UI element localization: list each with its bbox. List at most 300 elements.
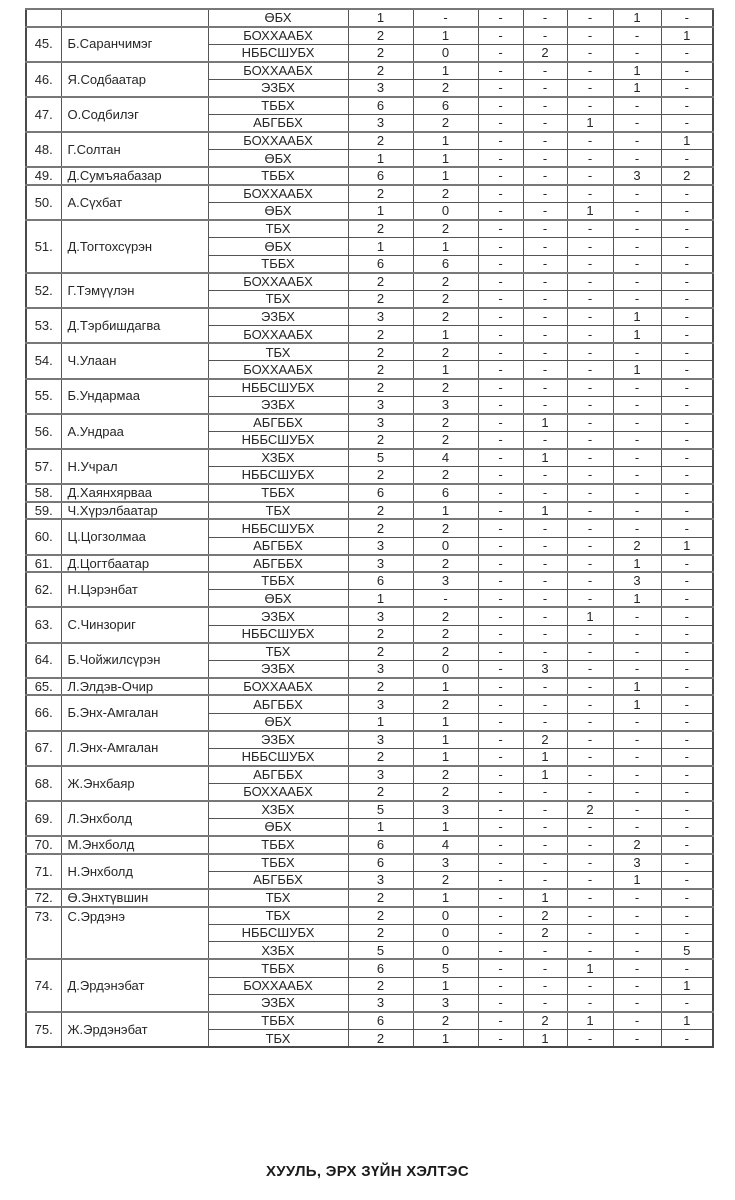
count-value-cell: - [478,977,523,995]
committee-code-cell: ЭЗБХ [208,731,348,749]
count-value-cell: - [567,449,613,467]
count-value-cell: 1 [661,27,713,45]
person-name-cell: Н.Учрал [61,449,208,484]
count-value-cell: 1 [413,150,478,168]
count-value-cell: 1 [613,590,661,608]
count-value-cell: - [661,502,713,520]
committee-code-cell: ХЗБХ [208,449,348,467]
count-value-cell: - [613,977,661,995]
count-value-cell: - [478,185,523,203]
count-value-cell: 2 [348,326,413,344]
count-value-cell: - [661,484,713,502]
committee-code-cell: БОХХААБХ [208,361,348,379]
committee-code-cell: ТБХ [208,907,348,925]
count-value-cell: 6 [413,97,478,115]
count-value-cell: - [613,519,661,537]
committee-code-cell: АБГББХ [208,537,348,555]
count-value-cell: - [523,150,567,168]
count-value-cell: - [661,9,713,27]
count-value-cell: 6 [413,255,478,273]
person-name-cell: С.Чинзориг [61,607,208,642]
count-value-cell: - [413,590,478,608]
count-value-cell: 1 [523,889,567,907]
count-value-cell: - [567,748,613,766]
count-value-cell: - [661,555,713,573]
count-value-cell: - [661,467,713,485]
count-value-cell: 1 [413,502,478,520]
person-name-cell: Б.Чойжилсүрэн [61,643,208,678]
count-value-cell: 3 [348,308,413,326]
count-value-cell: 1 [613,555,661,573]
row-number-cell: 67. [26,731,61,766]
count-value-cell: - [613,484,661,502]
count-value-cell: 3 [348,115,413,133]
person-name-cell: Б.Энх-Амгалан [61,695,208,730]
count-value-cell: 2 [348,783,413,801]
count-value-cell: - [567,238,613,256]
count-value-cell: - [478,1030,523,1048]
count-value-cell: 3 [413,854,478,872]
count-value-cell: - [478,660,523,678]
count-value-cell: - [567,713,613,731]
count-value-cell: - [661,97,713,115]
count-value-cell: 1 [613,871,661,889]
count-value-cell: - [567,836,613,854]
person-name-cell: Л.Энх-Амгалан [61,731,208,766]
count-value-cell: - [478,942,523,960]
person-name-cell: Ч.Хүрэлбаатар [61,502,208,520]
count-value-cell: - [661,801,713,819]
committee-code-cell: БОХХААБХ [208,783,348,801]
count-value-cell: 1 [523,449,567,467]
table-row [26,9,713,27]
row-number-cell: 53. [26,308,61,343]
count-value-cell: - [661,361,713,379]
count-value-cell: - [523,62,567,80]
count-value-cell: 2 [413,555,478,573]
count-value-cell: - [523,484,567,502]
count-value-cell: - [567,695,613,713]
count-value-cell: - [478,255,523,273]
count-value-cell: - [613,449,661,467]
committee-code-cell: ТББХ [208,959,348,977]
table-row [26,519,713,537]
count-value-cell: - [478,607,523,625]
committee-code-cell: ХЗБХ [208,942,348,960]
count-value-cell: - [567,273,613,291]
count-value-cell: - [613,766,661,784]
committee-code-cell: ӨБХ [208,713,348,731]
table-row [26,449,713,467]
count-value-cell: - [567,519,613,537]
count-value-cell: - [478,431,523,449]
count-value-cell: 6 [413,484,478,502]
row-number-cell: 60. [26,519,61,554]
count-value-cell: 2 [348,379,413,397]
count-value-cell: 5 [413,959,478,977]
count-value-cell: - [661,203,713,221]
count-value-cell: 0 [413,942,478,960]
count-value-cell: - [523,238,567,256]
count-value-cell: 2 [523,1012,567,1030]
table-row [26,27,713,45]
count-value-cell: - [661,995,713,1013]
count-value-cell: - [567,590,613,608]
count-value-cell: 1 [613,79,661,97]
count-value-cell: - [613,255,661,273]
committee-code-cell: ТББХ [208,836,348,854]
count-value-cell: - [613,713,661,731]
person-name-cell: Л.Элдэв-Очир [61,678,208,696]
count-value-cell: 6 [348,959,413,977]
person-name-cell: А.Ундраа [61,414,208,449]
count-value-cell: - [661,889,713,907]
committee-code-cell: ӨБХ [208,9,348,27]
row-number-cell: 68. [26,766,61,801]
count-value-cell: 1 [661,1012,713,1030]
count-value-cell: - [661,836,713,854]
row-number-cell: 49. [26,167,61,185]
count-value-cell: 1 [613,62,661,80]
committee-code-cell: АБГББХ [208,555,348,573]
count-value-cell: - [478,79,523,97]
count-value-cell: - [523,590,567,608]
count-value-cell: - [661,695,713,713]
count-value-cell: 2 [413,291,478,309]
count-value-cell: - [567,678,613,696]
count-value-cell: - [567,643,613,661]
count-value-cell: - [661,854,713,872]
count-value-cell: - [567,44,613,62]
count-value-cell: - [613,44,661,62]
count-value-cell: - [661,379,713,397]
count-value-cell: 1 [567,115,613,133]
count-value-cell: - [523,467,567,485]
count-value-cell: 1 [613,361,661,379]
count-value-cell: - [567,150,613,168]
count-value-cell: - [661,748,713,766]
count-value-cell: 1 [413,238,478,256]
count-value-cell: - [613,414,661,432]
count-value-cell: 2 [413,115,478,133]
count-value-cell: 1 [413,326,478,344]
count-value-cell: - [613,132,661,150]
count-value-cell: 2 [413,695,478,713]
count-value-cell: 0 [413,924,478,942]
count-value-cell: 2 [348,977,413,995]
count-value-cell: - [661,396,713,414]
count-value-cell: - [478,907,523,925]
count-value-cell: - [613,607,661,625]
count-value-cell: - [523,9,567,27]
count-value-cell: - [478,502,523,520]
table-row [26,959,713,977]
person-name-cell: Ж.Эрдэнэбат [61,1012,208,1047]
row-number-cell: 55. [26,379,61,414]
committee-code-cell: БОХХААБХ [208,185,348,203]
count-value-cell: 1 [348,590,413,608]
count-value-cell: - [661,79,713,97]
person-name-cell: Ч.Улаан [61,343,208,378]
count-value-cell: 1 [413,132,478,150]
count-value-cell: - [478,748,523,766]
count-value-cell: 6 [348,1012,413,1030]
count-value-cell: - [661,62,713,80]
committee-code-cell: НББСШУБХ [208,924,348,942]
count-value-cell: 3 [613,854,661,872]
count-value-cell: - [478,238,523,256]
count-value-cell: 3 [348,731,413,749]
count-value-cell: - [478,889,523,907]
count-value-cell: - [661,308,713,326]
count-value-cell: 5 [348,449,413,467]
count-value-cell: - [613,27,661,45]
count-value-cell: 2 [413,379,478,397]
count-value-cell: 2 [348,643,413,661]
committee-code-cell: ТББХ [208,97,348,115]
count-value-cell: - [613,801,661,819]
count-value-cell: 2 [348,291,413,309]
count-value-cell: - [661,115,713,133]
count-value-cell: 2 [413,607,478,625]
count-value-cell: 2 [413,220,478,238]
count-value-cell: 2 [348,44,413,62]
committee-code-cell: БОХХААБХ [208,273,348,291]
person-name-cell: Л.Энхболд [61,801,208,836]
count-value-cell: - [523,695,567,713]
committee-code-cell: АБГББХ [208,414,348,432]
count-value-cell: - [613,273,661,291]
count-value-cell: - [613,819,661,837]
row-number-cell: 54. [26,343,61,378]
count-value-cell: 0 [413,203,478,221]
count-value-cell: - [523,607,567,625]
count-value-cell: - [661,431,713,449]
count-value-cell: 2 [348,132,413,150]
count-value-cell: - [478,220,523,238]
count-value-cell: - [567,854,613,872]
table-row [26,836,713,854]
count-value-cell: 3 [348,660,413,678]
count-value-cell: - [523,343,567,361]
count-value-cell: 6 [348,167,413,185]
table-row [26,185,713,203]
count-value-cell: - [567,132,613,150]
committee-code-cell: ТББХ [208,255,348,273]
count-value-cell: - [478,572,523,590]
count-value-cell: 3 [348,607,413,625]
count-value-cell: - [567,291,613,309]
count-value-cell: 1 [613,326,661,344]
row-number-cell: 64. [26,643,61,678]
table-row [26,484,713,502]
count-value-cell: 1 [567,607,613,625]
count-value-cell: 1 [413,748,478,766]
count-value-cell: - [478,1012,523,1030]
count-value-cell: - [478,291,523,309]
count-value-cell: - [523,220,567,238]
count-value-cell: 2 [413,625,478,643]
count-value-cell: - [661,185,713,203]
count-value-cell: - [478,62,523,80]
count-value-cell: - [661,731,713,749]
count-value-cell: 2 [413,414,478,432]
count-value-cell: 1 [348,238,413,256]
row-number-cell: 47. [26,97,61,132]
count-value-cell: 1 [413,27,478,45]
count-value-cell: - [661,924,713,942]
person-name-cell: Н.Энхболд [61,854,208,889]
row-number-cell: 71. [26,854,61,889]
count-value-cell: - [613,731,661,749]
count-value-cell: 2 [348,907,413,925]
count-value-cell: - [478,396,523,414]
count-value-cell: - [523,167,567,185]
row-number-cell: 73. [26,907,61,960]
row-number-cell: 59. [26,502,61,520]
count-value-cell: - [478,995,523,1013]
committee-code-cell: ЭЗБХ [208,396,348,414]
count-value-cell: 2 [413,467,478,485]
committee-code-cell: НББСШУБХ [208,519,348,537]
count-value-cell: - [613,748,661,766]
count-value-cell: - [567,62,613,80]
count-value-cell: 1 [567,959,613,977]
count-value-cell: - [478,625,523,643]
count-value-cell: - [567,819,613,837]
count-value-cell: - [661,326,713,344]
count-value-cell: 4 [413,449,478,467]
count-value-cell: - [478,467,523,485]
count-value-cell: - [478,326,523,344]
person-name-cell: Д.Цогтбаатар [61,555,208,573]
count-value-cell: 1 [613,308,661,326]
count-value-cell: - [661,220,713,238]
count-value-cell: 2 [348,502,413,520]
person-name-cell: Н.Цэрэнбат [61,572,208,607]
count-value-cell: - [478,766,523,784]
person-name-cell: Ц.Цогзолмаа [61,519,208,554]
count-value-cell: 3 [348,537,413,555]
table-row [26,695,713,713]
count-value-cell: 3 [413,572,478,590]
committee-code-cell: ТББХ [208,167,348,185]
count-value-cell: - [567,343,613,361]
count-value-cell: - [567,766,613,784]
count-value-cell: - [478,836,523,854]
count-value-cell: 2 [413,871,478,889]
count-value-cell: - [567,220,613,238]
count-value-cell: 2 [413,185,478,203]
row-number-cell: 75. [26,1012,61,1047]
committee-code-cell: АБГББХ [208,766,348,784]
table-row [26,854,713,872]
count-value-cell: - [413,9,478,27]
count-value-cell: - [523,555,567,573]
count-value-cell: - [661,907,713,925]
count-value-cell: - [523,379,567,397]
count-value-cell: 2 [348,467,413,485]
count-value-cell: 1 [523,502,567,520]
count-value-cell: - [613,1012,661,1030]
count-value-cell: - [567,977,613,995]
count-value-cell: - [567,889,613,907]
count-value-cell: - [478,203,523,221]
count-value-cell: - [567,379,613,397]
count-value-cell: - [613,959,661,977]
count-value-cell: 6 [348,484,413,502]
committee-code-cell: ӨБХ [208,819,348,837]
person-name-cell: Б.Саранчимэг [61,27,208,62]
count-value-cell: 1 [413,62,478,80]
committee-code-cell: ЭЗБХ [208,308,348,326]
committee-code-cell: НББСШУБХ [208,467,348,485]
count-value-cell: - [567,431,613,449]
count-value-cell: - [661,783,713,801]
count-value-cell: 0 [413,537,478,555]
count-value-cell: - [661,713,713,731]
count-value-cell: - [523,519,567,537]
count-value-cell: - [567,361,613,379]
count-value-cell: 2 [413,519,478,537]
count-value-cell: - [661,959,713,977]
count-value-cell: 2 [413,343,478,361]
person-name-cell: Г.Солтан [61,132,208,167]
count-value-cell: - [478,801,523,819]
count-value-cell: - [523,308,567,326]
count-value-cell: - [661,625,713,643]
row-number-cell: 46. [26,62,61,97]
count-value-cell: - [478,115,523,133]
person-name-cell: Ж.Энхбаяр [61,766,208,801]
person-name-cell: О.Содбилэг [61,97,208,132]
count-value-cell: 3 [348,995,413,1013]
count-value-cell: - [567,783,613,801]
table-row [26,907,713,925]
count-value-cell: 2 [413,783,478,801]
count-value-cell: - [523,959,567,977]
table-row [26,801,713,819]
count-value-cell: - [567,1030,613,1048]
count-value-cell: 1 [661,132,713,150]
count-value-cell: 2 [661,167,713,185]
count-value-cell: - [567,255,613,273]
count-value-cell: 2 [348,519,413,537]
count-value-cell: 1 [348,203,413,221]
count-value-cell: - [661,273,713,291]
table-row [26,273,713,291]
count-value-cell: - [661,238,713,256]
count-value-cell: - [613,995,661,1013]
count-value-cell: 1 [613,9,661,27]
count-value-cell: - [523,115,567,133]
committee-code-cell: БОХХААБХ [208,27,348,45]
count-value-cell: - [661,590,713,608]
count-value-cell: 3 [348,79,413,97]
count-value-cell: - [613,942,661,960]
count-value-cell: 1 [523,748,567,766]
count-value-cell: 2 [348,1030,413,1048]
count-value-cell: - [478,819,523,837]
count-value-cell: - [478,484,523,502]
count-value-cell: - [478,871,523,889]
committee-code-cell: АБГББХ [208,115,348,133]
count-value-cell: - [661,519,713,537]
count-value-cell: 1 [661,977,713,995]
committee-code-cell: ТБХ [208,889,348,907]
count-value-cell: - [523,819,567,837]
count-value-cell: - [567,326,613,344]
